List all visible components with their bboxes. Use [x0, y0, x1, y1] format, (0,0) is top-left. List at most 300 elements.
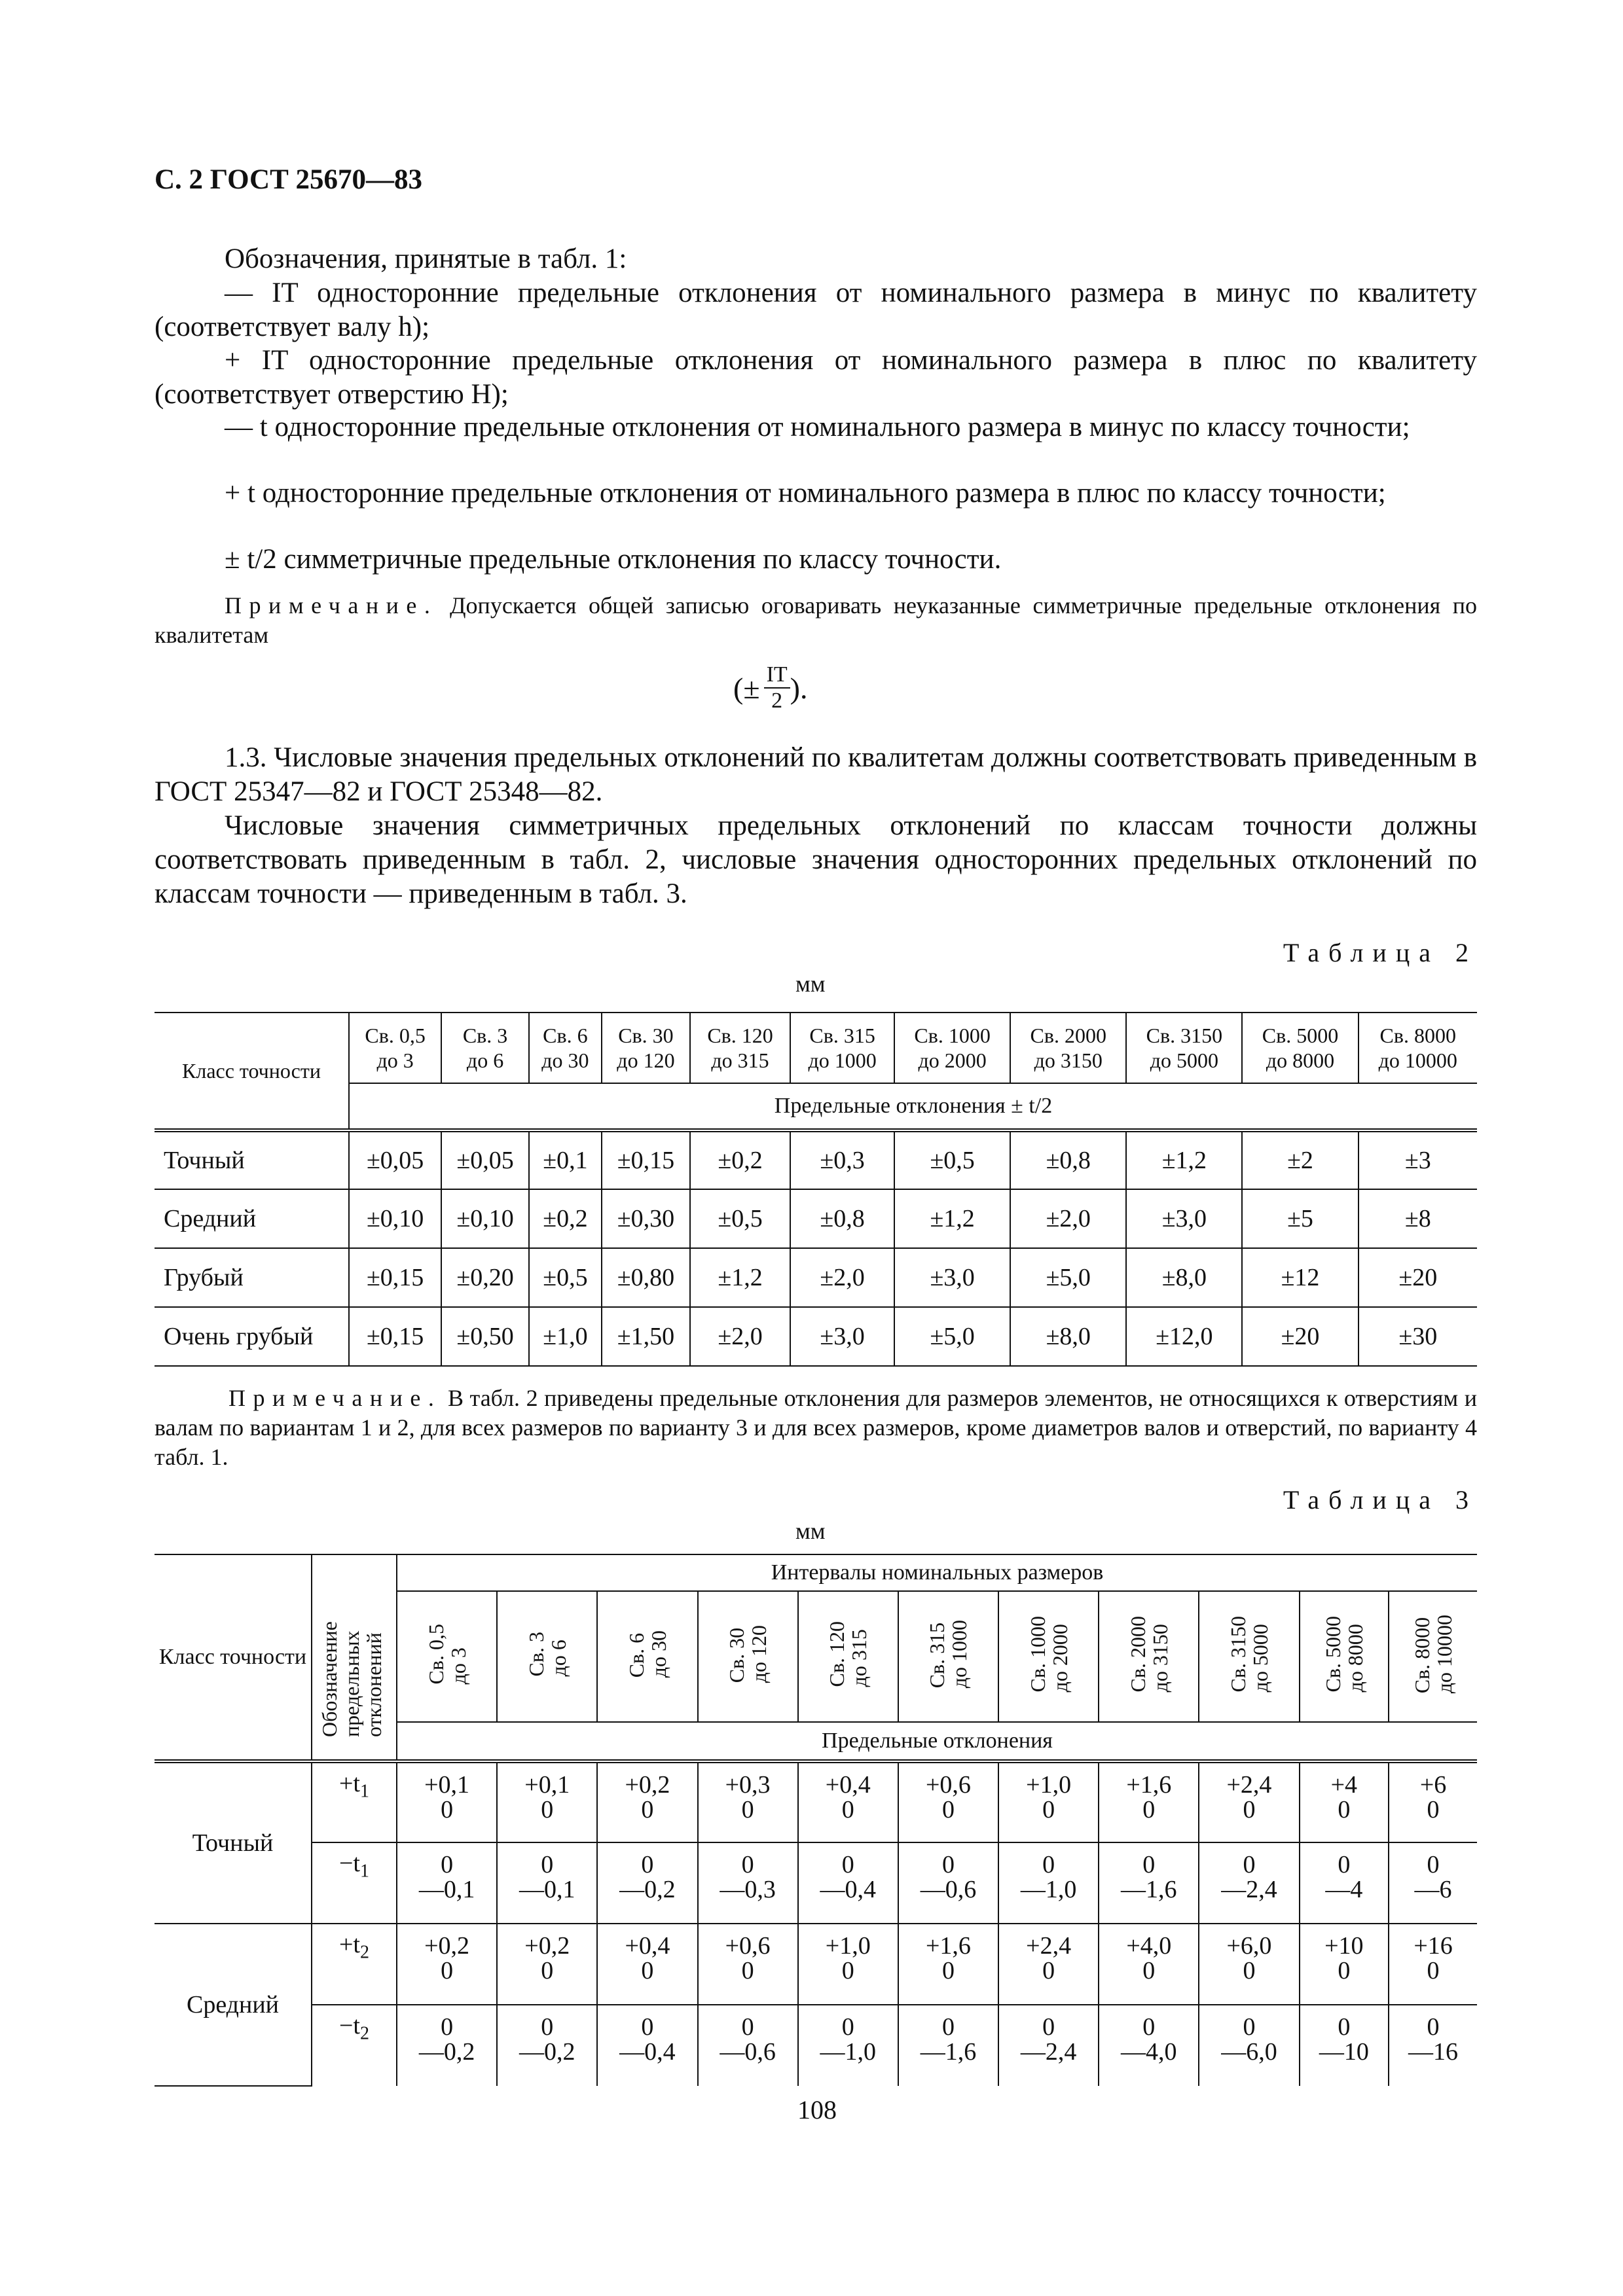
table2-value-cell: ±8	[1359, 1189, 1477, 1248]
table2-row	[155, 1189, 1477, 1248]
table2-interval-header	[529, 1013, 602, 1083]
table2-value-cell: ±20	[1242, 1307, 1358, 1366]
table-2	[155, 1012, 1477, 1367]
table2-interval-header	[894, 1013, 1010, 1083]
lower-deviation: 0	[541, 1957, 554, 1984]
table2-interval-header	[441, 1013, 529, 1083]
table2-value-cell: ±3,0	[894, 1248, 1010, 1307]
lower-deviation: 0	[1042, 1796, 1055, 1823]
table2-value-cell: ±0,2	[529, 1189, 602, 1248]
upper-deviation: +2,4	[1226, 1771, 1272, 1799]
upper-deviation: 0	[1243, 2013, 1256, 2041]
table2-interval-header	[790, 1013, 894, 1083]
table2-value-cell: ±0,15	[349, 1248, 441, 1307]
table3-interval-text	[1027, 1616, 1071, 1692]
table3-value-cell	[1300, 1842, 1389, 1924]
interval-from: Св. 315	[809, 1024, 875, 1047]
table2-value-cell: ±3,0	[1126, 1189, 1242, 1248]
upper-deviation: +2,4	[1026, 1932, 1072, 1960]
table2-value-cell: ±0,80	[602, 1248, 690, 1307]
table3-value-cell	[397, 2005, 497, 2086]
table2-value-cell: ±5,0	[1010, 1248, 1126, 1307]
lower-deviation: —1,6	[920, 2038, 977, 2066]
table3-value-cell	[798, 2005, 898, 2086]
table2-class-cell: Точный	[155, 1130, 349, 1189]
table2-value-cell: ±0,10	[349, 1189, 441, 1248]
legend-item: + IT односторонние предельные отклонения от номинального размера в плюс по квалитету (соответствует отверстию H);	[155, 345, 1477, 410]
upper-deviation: 0	[841, 2013, 854, 2041]
lower-deviation: —6	[1414, 1876, 1452, 1903]
table3-value-cell	[798, 1761, 898, 1842]
table3-value-cell	[1389, 2005, 1477, 2086]
table3-row	[155, 1924, 1477, 2005]
upper-deviation: +16	[1413, 1932, 1453, 1960]
table3-subheader: Предельные отклонения	[397, 1722, 1477, 1761]
interval-to: до 315	[847, 1629, 871, 1687]
table2-title: Таблица 2	[1283, 938, 1478, 967]
upper-deviation: +0,2	[625, 1771, 670, 1799]
table2-value-cell: ±0,1	[529, 1130, 602, 1189]
table3-row	[155, 1842, 1477, 1924]
interval-from: Св. 315	[925, 1623, 949, 1689]
paragraph-numeric: Числовые значения симметричных предельных отклонений по классам точности должны соответствовать приведенным в табл. 2, числовые значения односторонних предельных отклонений по классам точности — приведенным в табл. 3.	[155, 810, 1477, 909]
upper-deviation: +0,1	[524, 1771, 570, 1799]
interval-to: до 10000	[1432, 1615, 1457, 1694]
upper-deviation: 0	[441, 1851, 454, 1878]
lower-deviation: —0,2	[519, 2038, 575, 2066]
interval-from: Св. 1000	[1025, 1616, 1049, 1693]
lower-deviation: 0	[941, 1796, 955, 1823]
table3-designation-cell	[312, 1924, 397, 2005]
lower-deviation: —0,6	[720, 2038, 776, 2066]
lower-deviation: 0	[1427, 1957, 1440, 1984]
table3-interval-text	[826, 1621, 870, 1687]
table3-value-cell	[898, 1761, 998, 1842]
table3-value-cell	[497, 2005, 597, 2086]
table3-class-cell: Точный	[155, 1761, 312, 1924]
table3-value-cell	[898, 2005, 998, 2086]
upper-deviation: +0,2	[524, 1932, 570, 1960]
table3-title: Таблица 3	[1283, 1485, 1478, 1515]
table2-interval-header	[602, 1013, 690, 1083]
upper-deviation: +0,4	[625, 1932, 670, 1960]
table2-value-cell: ±0,30	[602, 1189, 690, 1248]
table3-value-cell	[1300, 2005, 1389, 2086]
table2-value-cell: ±12,0	[1126, 1307, 1242, 1366]
upper-deviation: +0,2	[424, 1932, 470, 1960]
table3-value-cell	[1389, 1924, 1477, 2005]
table3-value-cell	[998, 1761, 1099, 1842]
lower-deviation: —1,0	[1020, 1876, 1077, 1903]
table2-interval-header	[1242, 1013, 1358, 1083]
legend-item: ± t/2 симметричные предельные отклонения по классу точности.	[225, 544, 1002, 575]
table3-value-cell	[698, 1842, 798, 1924]
designation-sign: +t	[339, 1770, 360, 1797]
lower-deviation: —4,0	[1121, 2038, 1177, 2066]
upper-deviation: 0	[1427, 1851, 1440, 1878]
upper-deviation: 0	[541, 1851, 554, 1878]
table2-class-header: Класс точности	[155, 1013, 349, 1130]
table3-interval-text	[1322, 1616, 1366, 1692]
upper-deviation: +1,0	[1026, 1771, 1072, 1799]
table2-class-cell: Грубый	[155, 1248, 349, 1307]
lower-deviation: 0	[741, 1796, 754, 1823]
lower-deviation: 0	[441, 1957, 454, 1984]
page-header: С. 2 ГОСТ 25670—83	[155, 164, 423, 195]
table2-value-cell: ±0,15	[349, 1307, 441, 1366]
upper-deviation: +10	[1324, 1932, 1364, 1960]
table2-interval-header	[1359, 1013, 1477, 1083]
table3-value-cell	[597, 1842, 697, 1924]
table2-value-cell: ±0,20	[441, 1248, 529, 1307]
table2-subheader-row	[155, 1083, 1477, 1130]
upper-deviation: 0	[1042, 2013, 1055, 2041]
table2-value-cell: ±3,0	[790, 1307, 894, 1366]
table3-interval-text	[525, 1632, 570, 1676]
interval-from: Св. 120	[825, 1621, 849, 1687]
table3-interval-header	[998, 1591, 1099, 1722]
upper-deviation: +0,1	[424, 1771, 470, 1799]
upper-deviation: +0,3	[725, 1771, 771, 1799]
table3-interval-header	[1199, 1591, 1299, 1722]
table2-value-cell: ±0,5	[529, 1248, 602, 1307]
interval-to: до 120	[617, 1049, 675, 1072]
designation-sign: +t	[339, 1931, 360, 1958]
lower-deviation: 0	[641, 1796, 654, 1823]
paragraph-1-3: 1.3. Числовые значения предельных отклонений по квалитетам должны соответствовать приведенным в ГОСТ 25347—82 и ГОСТ 25348—82.	[155, 742, 1477, 807]
table2-value-cell: ±0,3	[790, 1130, 894, 1189]
table3-value-cell	[1199, 1761, 1299, 1842]
upper-deviation: +4,0	[1126, 1932, 1172, 1960]
table3-value-cell	[597, 1924, 697, 2005]
upper-deviation: +1,6	[925, 1932, 971, 1960]
upper-deviation: 0	[841, 1851, 854, 1878]
page-number: 108	[797, 2095, 837, 2125]
table3-interval-header	[1389, 1591, 1477, 1722]
table2-value-cell: ±1,2	[690, 1248, 790, 1307]
table3-designation-cell	[312, 1842, 397, 1924]
interval-from: Св. 1000	[914, 1024, 991, 1047]
interval-to: до 1000	[947, 1620, 972, 1689]
table2-value-cell: ±2,0	[1010, 1189, 1126, 1248]
upper-deviation: 0	[741, 1851, 754, 1878]
interval-from: Св. 5000	[1321, 1616, 1345, 1693]
interval-to: до 6	[466, 1049, 504, 1072]
lower-deviation: —0,4	[619, 2038, 676, 2066]
note-2	[155, 1384, 1477, 1472]
table3-value-cell	[497, 1761, 597, 1842]
table3-value-cell	[397, 1761, 497, 1842]
table3-value-cell	[1199, 1924, 1299, 2005]
interval-from: Св. 30	[725, 1628, 749, 1683]
upper-deviation: 0	[641, 1851, 654, 1878]
upper-deviation: +6,0	[1226, 1932, 1272, 1960]
designation-sign: −t	[339, 1850, 360, 1877]
formula-sign: ±	[743, 671, 760, 705]
table2-value-cell: ±8,0	[1010, 1307, 1126, 1366]
interval-to: до 30	[541, 1049, 589, 1072]
table2-value-cell: ±0,05	[349, 1130, 441, 1189]
upper-deviation: 0	[1142, 1851, 1156, 1878]
note-label: Примечание.	[225, 592, 438, 619]
upper-deviation: +1,0	[825, 1932, 871, 1960]
upper-deviation: 0	[741, 2013, 754, 2041]
interval-from: Св. 2000	[1125, 1616, 1150, 1693]
designation-index: 2	[360, 1942, 369, 1963]
table2-value-cell: ±5	[1242, 1189, 1358, 1248]
table3-value-cell	[1099, 1842, 1199, 1924]
interval-to: до 1000	[808, 1049, 877, 1072]
interval-to: до 3150	[1034, 1049, 1103, 1072]
upper-deviation: +6	[1419, 1771, 1447, 1799]
table3-value-cell	[1099, 1924, 1199, 2005]
lower-deviation: 0	[1427, 1796, 1440, 1823]
upper-deviation: 0	[941, 1851, 955, 1878]
interval-to: до 8000	[1266, 1049, 1335, 1072]
table2-value-cell: ±0,50	[441, 1307, 529, 1366]
upper-deviation: 0	[941, 2013, 955, 2041]
table3-value-cell	[998, 2005, 1099, 2086]
table3-value-cell	[1300, 1761, 1389, 1842]
lower-deviation: 0	[1042, 1957, 1055, 1984]
lower-deviation: —10	[1319, 2038, 1369, 2066]
note-text: Допускается общей записью оговаривать неуказанные симметричные предельные отклонения по квалитетам	[155, 592, 1478, 648]
lower-deviation: 0	[1338, 1796, 1351, 1823]
table2-row	[155, 1248, 1477, 1307]
legend-item: — t односторонние предельные отклонения от номинального размера в минус по классу точности;	[225, 412, 1410, 442]
table3-value-cell	[1099, 2005, 1199, 2086]
table3-intervals-header: Интервалы номинальных размеров	[397, 1554, 1477, 1591]
interval-to: до 2000	[1048, 1624, 1072, 1693]
interval-to: до 30	[646, 1630, 670, 1678]
lower-deviation: 0	[641, 1957, 654, 1984]
table2-value-cell: ±3	[1359, 1130, 1477, 1189]
interval-from: Св. 120	[707, 1024, 773, 1047]
table2-value-cell: ±1,2	[1126, 1130, 1242, 1189]
lower-deviation: 0	[541, 1796, 554, 1823]
table3-value-cell	[397, 1924, 497, 2005]
table2-value-cell: ±5,0	[894, 1307, 1010, 1366]
table2-row	[155, 1130, 1477, 1189]
lower-deviation: —0,4	[820, 1876, 877, 1903]
lower-deviation: 0	[1338, 1957, 1351, 1984]
table3-interval-header	[397, 1591, 497, 1722]
lower-deviation: 0	[941, 1957, 955, 1984]
table2-value-cell: ±0,8	[1010, 1130, 1126, 1189]
table2-row	[155, 1307, 1477, 1366]
table3-value-cell	[898, 1842, 998, 1924]
interval-from: Св. 3150	[1226, 1616, 1250, 1693]
table3-interval-header	[1099, 1591, 1199, 1722]
table3-value-cell	[998, 1924, 1099, 2005]
table3-interval-header	[698, 1591, 798, 1722]
interval-from: Св. 0,5	[424, 1624, 448, 1685]
designation-sign: −t	[339, 2012, 360, 2039]
upper-deviation: 0	[1142, 2013, 1156, 2041]
interval-from: Св. 0,5	[365, 1024, 426, 1047]
table2-value-cell: ±1,50	[602, 1307, 690, 1366]
table3-value-cell	[898, 1924, 998, 2005]
lower-deviation: —2,4	[1020, 2038, 1077, 2066]
table2-value-cell: ±30	[1359, 1307, 1477, 1366]
designation-index: 1	[360, 1861, 369, 1882]
legend-item: — IT односторонние предельные отклонения от номинального размера в минус по квалитету (соответствует валу h);	[155, 278, 1477, 342]
table3-value-cell	[597, 2005, 697, 2086]
table2-value-cell: ±1,2	[894, 1189, 1010, 1248]
lower-deviation: 0	[741, 1957, 754, 1984]
note-text: В табл. 2 приведены предельные отклонения для размеров элементов, не относящихся к отверстиям и валам по вариантам 1 и 2, для всех размеров по варианту 3 и для всех размеров, кроме диаметров валов и отверстий, по варианту 4 табл. 1.	[155, 1385, 1478, 1470]
interval-from: Св. 6	[543, 1024, 588, 1047]
table3-interval-header	[1300, 1591, 1389, 1722]
interval-to: до 120	[747, 1625, 771, 1683]
interval-from: Св. 30	[618, 1024, 674, 1047]
lower-deviation: 0	[841, 1957, 854, 1984]
table2-interval-row	[155, 1013, 1477, 1083]
table3-value-cell	[1300, 1924, 1389, 2005]
table3-interval-text	[425, 1624, 469, 1684]
interval-from: Св. 5000	[1262, 1024, 1339, 1047]
table3-value-cell	[1389, 1842, 1477, 1924]
table2-value-cell: ±12	[1242, 1248, 1358, 1307]
table2-value-cell: ±0,5	[894, 1130, 1010, 1189]
table3-interval-header	[497, 1591, 597, 1722]
lower-deviation: —0,1	[519, 1876, 575, 1903]
lower-deviation: —4	[1325, 1876, 1363, 1903]
table2-value-cell: ±2,0	[690, 1307, 790, 1366]
interval-from: Св. 6	[624, 1633, 648, 1678]
table2-class-cell: Средний	[155, 1189, 349, 1248]
lower-deviation: —0,2	[619, 1876, 676, 1903]
table3-value-cell	[1199, 2005, 1299, 2086]
upper-deviation: +4	[1330, 1771, 1358, 1799]
interval-to: до 3150	[1148, 1624, 1172, 1693]
interval-from: Св. 3150	[1146, 1024, 1223, 1047]
interval-to: до 10000	[1378, 1049, 1457, 1072]
lower-deviation: —16	[1408, 2038, 1459, 2066]
lower-deviation: —2,4	[1221, 1876, 1277, 1903]
table3-designation-cell	[312, 1761, 397, 1842]
table2-value-cell: ±8,0	[1126, 1248, 1242, 1307]
upper-deviation: 0	[1338, 2013, 1351, 2041]
note-label: Примечание.	[228, 1385, 442, 1411]
table3-interval-header	[597, 1591, 697, 1722]
upper-deviation: 0	[641, 2013, 654, 2041]
upper-deviation: 0	[1243, 1851, 1256, 1878]
lower-deviation: —0,6	[920, 1876, 977, 1903]
lower-deviation: —1,0	[820, 2038, 877, 2066]
interval-to: до 315	[711, 1049, 769, 1072]
table3-value-cell	[1199, 1842, 1299, 1924]
table2-class-cell: Очень грубый	[155, 1307, 349, 1366]
table2-value-cell: ±0,8	[790, 1189, 894, 1248]
table3-value-cell	[798, 1924, 898, 2005]
table3-row	[155, 1761, 1477, 1842]
table2-interval-header	[349, 1013, 441, 1083]
upper-deviation: +0,6	[925, 1771, 971, 1799]
table3-interval-header	[898, 1591, 998, 1722]
interval-to: до 2000	[918, 1049, 987, 1072]
table2-value-cell: ±0,5	[690, 1189, 790, 1248]
table3-interval-text	[1227, 1616, 1271, 1692]
table3-unit: мм	[795, 1518, 826, 1544]
interval-to: до 3	[376, 1049, 414, 1072]
formula-it-half: ( ± $\frac{IT}{2}$ ).	[733, 662, 808, 713]
table3-value-cell	[698, 2005, 798, 2086]
interval-to: до 6	[546, 1640, 570, 1677]
upper-deviation: +0,4	[825, 1771, 871, 1799]
note-1	[155, 591, 1477, 650]
table3-interval-text	[1127, 1616, 1171, 1692]
table3-interval-header	[798, 1591, 898, 1722]
interval-from: Св. 8000	[1379, 1024, 1456, 1047]
table3-value-cell	[597, 1761, 697, 1842]
upper-deviation: 0	[1042, 1851, 1055, 1878]
table3-interval-text	[625, 1630, 670, 1677]
table-3	[155, 1554, 1477, 2087]
table3-class-header: Класс точности	[155, 1554, 312, 1761]
table3-top-row	[155, 1554, 1477, 1591]
interval-from: Св. 8000	[1410, 1617, 1434, 1694]
designation-index: 2	[360, 2023, 369, 2044]
interval-from: Св. 2000	[1030, 1024, 1106, 1047]
formula-numerator: IT	[764, 662, 790, 689]
legend-intro: Обозначения, принятые в табл. 1:	[225, 243, 627, 274]
table3-value-cell	[1099, 1761, 1199, 1842]
table3-value-cell	[397, 1842, 497, 1924]
table2-interval-header	[1126, 1013, 1242, 1083]
interval-from: Св. 3	[524, 1632, 548, 1677]
table3-row	[155, 2005, 1477, 2086]
lower-deviation: 0	[441, 1796, 454, 1823]
lower-deviation: 0	[1142, 1957, 1156, 1984]
table3-value-cell	[1389, 1761, 1477, 1842]
legend-item: + t односторонние предельные отклонения от номинального размера в плюс по классу точности;	[225, 478, 1386, 509]
upper-deviation: 0	[541, 2013, 554, 2041]
table2-value-cell: ±2	[1242, 1130, 1358, 1189]
upper-deviation: +0,6	[725, 1932, 771, 1960]
lower-deviation: 0	[1142, 1796, 1156, 1823]
interval-to: до 5000	[1150, 1049, 1219, 1072]
table3-interval-text	[725, 1625, 770, 1683]
table2-unit: мм	[795, 971, 826, 997]
table2-interval-header	[1010, 1013, 1126, 1083]
table2-value-cell: ±1,0	[529, 1307, 602, 1366]
formula-denominator: 2	[771, 689, 783, 713]
lower-deviation: —1,6	[1121, 1876, 1177, 1903]
interval-to: до 5000	[1248, 1624, 1272, 1693]
lower-deviation: 0	[1243, 1796, 1256, 1823]
table3-value-cell	[698, 1924, 798, 2005]
lower-deviation: —0,2	[418, 2038, 475, 2066]
table2-value-cell: ±0,15	[602, 1130, 690, 1189]
table2-value-cell: ±2,0	[790, 1248, 894, 1307]
table3-designation-cell	[312, 2005, 397, 2086]
table3-value-cell	[698, 1761, 798, 1842]
table2-value-cell: ±20	[1359, 1248, 1477, 1307]
lower-deviation: 0	[1243, 1957, 1256, 1984]
table3-value-cell	[998, 1842, 1099, 1924]
table2-value-cell: ±0,2	[690, 1130, 790, 1189]
table3-class-cell: Средний	[155, 1924, 312, 2086]
table2-interval-header	[690, 1013, 790, 1083]
lower-deviation: 0	[841, 1796, 854, 1823]
table3-interval-text	[926, 1620, 970, 1688]
table3-value-cell	[497, 1842, 597, 1924]
table3-interval-text	[1411, 1615, 1455, 1693]
lower-deviation: —0,1	[418, 1876, 475, 1903]
interval-from: Св. 3	[462, 1024, 508, 1047]
table2-subheader: Предельные отклонения ± t/2	[349, 1083, 1477, 1130]
